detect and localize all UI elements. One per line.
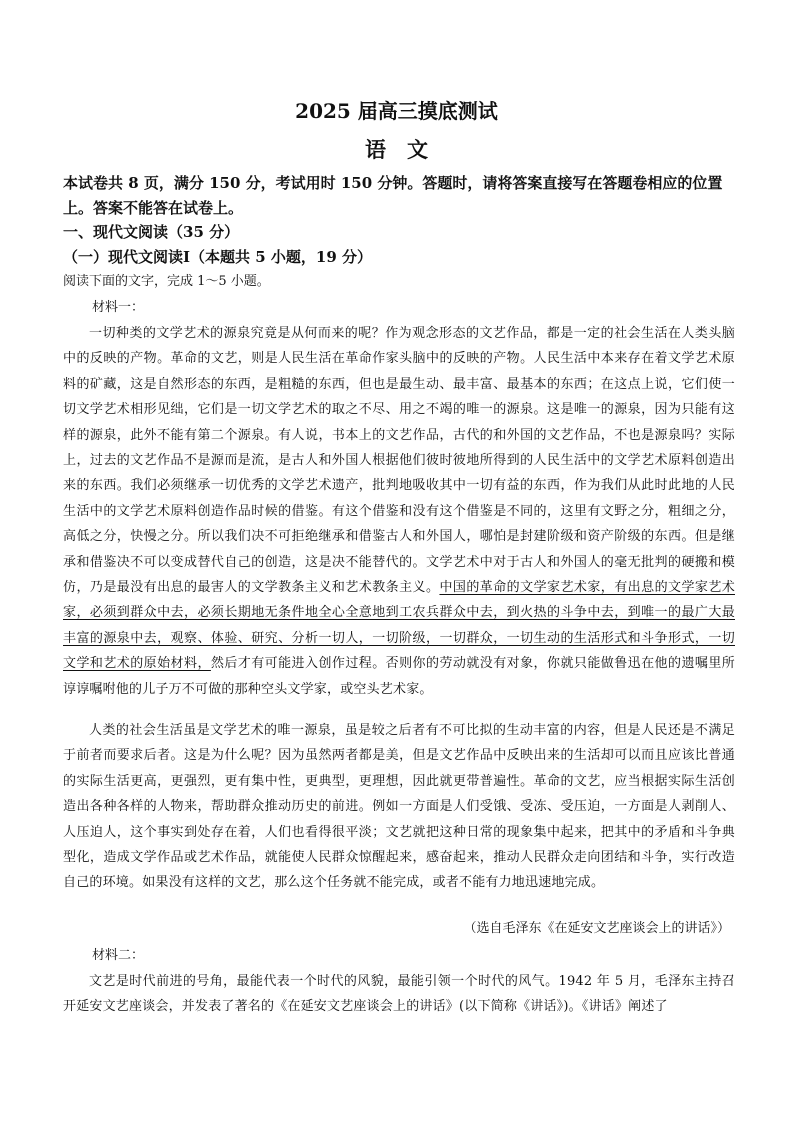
material-two-paragraph-1: 文艺是时代前进的号角，最能代表一个时代的风貌，最能引领一个时代的风气。1942 年 5 月，毛泽东主持召开延安文艺座谈会，并发表了著名的《在延安文艺座谈会上的讲话》(以下简称《讲话》)。《讲话》阐述了 xyxy=(63,974,735,1015)
exam-instructions: 本试卷共 8 页，满分 150 分，考试用时 150 分钟。答题时，请将答案直接写在答题卷相应的位置上。答案不能答在试卷上。 xyxy=(63,174,723,217)
subject-title: 语 文 xyxy=(365,137,428,162)
section-heading: 一、现代文阅读（35 分） xyxy=(63,223,240,241)
material-one-label: 材料一： xyxy=(92,300,145,315)
material-two-label: 材料二： xyxy=(92,948,145,963)
underlined-passage: 中国的革命的文学家艺术家，有出息的文学家艺术家，必须到群众中去，必须长期地无条件地全心全意地到工农兵群众中去，到火热的斗争中去，到唯一的最广大最丰富的源泉中去，观察、体验、研究、分析一切人，一切阶级，一切群众，一切生动的生活形式和斗争形式，一切文学和艺术的原始材料， xyxy=(63,580,735,672)
material-one-source: （选自毛泽东《在延安文艺座谈会上的讲话》） xyxy=(463,921,730,936)
paragraph-text: 一切种类的文学艺术的源泉究竟是从何而来的呢？作为观念形态的文艺作品，都是一定的社会生活在人类头脑中的反映的产物。革命的文艺，则是人民生活在革命作家头脑中的反映的产物。人民生活中本来存在着文学艺术原料的矿藏，这是自然形态的东西，是粗糙的东西，但也是最生动、最丰富、最基本的东西；在这点上说，它们使一切文学艺术相形见绌，它们是一切文学艺术的取之不尽、用之不竭的唯一的源泉。这是唯一的源泉，因为只能有这样的源泉，此外不能有第二个源泉。有人说，书本上的文艺作品，古代的和外国的文艺作品，不也是源泉吗？实际上，过去的文艺作品不是源而是流，是古人和外国人根据他们彼时彼地所得到的人民生活中的文学艺术原料创造出来的东西。我们必须继承一切优秀的文学艺术遗产，批判地吸收其中一切有益的东西，作为我们从此时此地的人民生活中的文学艺术原料创造作品时候的借鉴。有这个借鉴和没有这个借鉴是不同的，这里有文野之分，粗细之分，高低之分，快慢之分。所以我们决不可拒绝继承和借鉴古人和外国人，哪怕是封建阶级和资产阶级的东西。但是继承和借鉴决不可以变成替代自己的创造，这是决不能替代的。文学艺术中对于古人和外国人的毫无批判的硬搬和模仿，乃是最没有出息的最害人的文学教条主义和艺术教条主义。 xyxy=(63,326,735,596)
subsection-heading: （一）现代文阅读Ⅰ（本题共 5 小题，19 分） xyxy=(63,248,372,266)
material-one-paragraph-1 xyxy=(63,321,735,702)
reading-lead: 阅读下面的文字，完成 1～5 小题。 xyxy=(63,274,270,289)
material-one-paragraph-2: 人类的社会生活虽是文学艺术的唯一源泉，虽是较之后者有不可比拟的生动丰富的内容，但是人民还是不满足于前者而要求后者。这是为什么呢？因为虽然两者都是美，但是文艺作品中反映出来的生活却可以而且应该比普通的实际生活更高，更强烈，更有集中性，更典型，更理想，因此就更带普遍性。革命的文艺，应当根据实际生活创造出各种各样的人物来，帮助群众推动历史的前进。例如一方面是人们受饿、受冻、受压迫，一方面是人剥削人、人压迫人，这个事实到处存在着，人们也看得很平淡；文艺就把这种日常的现象集中起来，把其中的矛盾和斗争典型化，造成文学作品或艺术作品，就能使人民群众惊醒起来，感奋起来，推动人民群众走向团结和斗争，实行改造自己的环境。如果没有这样的文艺，那么这个任务就不能完成，或者不能有力地迅速地完成。 xyxy=(63,723,735,891)
paragraph-text: 然后才有可能进入创作过程。否则你的劳动就没有对象，你就只能做鲁迅在他的遗嘱里所谆谆嘱咐他的儿子万不可做的那种空头文学家，或空头艺术家。 xyxy=(63,656,735,697)
exam-title: 2025 届高三摸底测试 xyxy=(295,99,498,123)
